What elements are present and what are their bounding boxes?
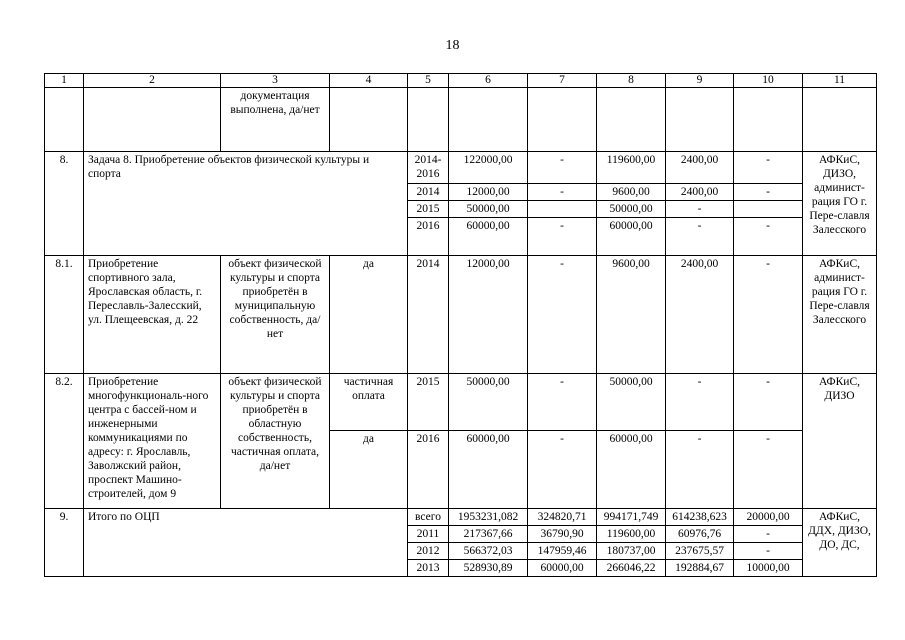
value-cell xyxy=(734,201,803,218)
value-cell: 60000,00 xyxy=(597,431,666,509)
value-cell: 119600,00 xyxy=(597,152,666,184)
cell xyxy=(528,88,597,152)
value-cell: - xyxy=(666,431,734,509)
col-header: 2 xyxy=(84,74,221,88)
value-cell: - xyxy=(666,218,734,256)
value-cell: - xyxy=(734,218,803,256)
col-header: 3 xyxy=(221,74,330,88)
value-cell: - xyxy=(734,526,803,543)
value-cell: 36790,90 xyxy=(528,526,597,543)
cell xyxy=(449,88,528,152)
year-cell: 2015 xyxy=(408,374,449,431)
value-cell: - xyxy=(528,431,597,509)
value-cell: 12000,00 xyxy=(449,184,528,201)
executor-cell: АФКиС, админист-рация ГО г. Пере-славля Залесского xyxy=(803,256,877,374)
year-cell: 2012 xyxy=(408,543,449,560)
indicator-cell: документация выполнена, да/нет xyxy=(221,88,330,152)
value-cell: 119600,00 xyxy=(597,526,666,543)
value-cell: 60976,76 xyxy=(666,526,734,543)
value-cell: - xyxy=(528,256,597,374)
col-header: 9 xyxy=(666,74,734,88)
value-cell: 50000,00 xyxy=(449,201,528,218)
year-cell: 2013 xyxy=(408,560,449,577)
program-table xyxy=(44,73,877,577)
indicator-cell: объект физической культуры и спорта приобретён в муниципальную собственность, да/нет xyxy=(221,256,330,374)
year-cell: 2015 xyxy=(408,201,449,218)
indicator-cell: объект физической культуры и спорта приобретён в областную собственность, частичная оплата, да/нет xyxy=(221,374,330,509)
year-cell: 2011 xyxy=(408,526,449,543)
value-cell: - xyxy=(734,374,803,431)
value-cell: 20000,00 xyxy=(734,509,803,526)
value-cell: - xyxy=(528,218,597,256)
value-cell: 994171,749 xyxy=(597,509,666,526)
status-cell: частичная оплата xyxy=(330,374,408,431)
row-number: 9. xyxy=(45,509,84,577)
value-cell: 12000,00 xyxy=(449,256,528,374)
row-number: 8.1. xyxy=(45,256,84,374)
table-row xyxy=(45,256,877,374)
cell xyxy=(84,88,221,152)
value-cell: 60000,00 xyxy=(449,218,528,256)
value-cell: 9600,00 xyxy=(597,256,666,374)
table-row xyxy=(45,88,877,152)
column-number-row xyxy=(45,74,877,88)
value-cell: 180737,00 xyxy=(597,543,666,560)
table-row xyxy=(45,152,877,184)
value-cell: 2400,00 xyxy=(666,256,734,374)
value-cell: 60000,00 xyxy=(597,218,666,256)
col-header: 4 xyxy=(330,74,408,88)
value-cell: 9600,00 xyxy=(597,184,666,201)
value-cell: - xyxy=(666,374,734,431)
col-header: 6 xyxy=(449,74,528,88)
value-cell: 147959,46 xyxy=(528,543,597,560)
value-cell: 237675,57 xyxy=(666,543,734,560)
item-name: Приобретение многофункциональ-ного центра с бассей-ном и инженерными коммуникациями по адресу: г. Ярославль, Заволжский район, проспект Машино-строителей, дом 9 xyxy=(84,374,221,509)
row-number: 8.2. xyxy=(45,374,84,509)
value-cell: 60000,00 xyxy=(528,560,597,577)
value-cell: 2400,00 xyxy=(666,152,734,184)
col-header: 5 xyxy=(408,74,449,88)
value-cell: 1953231,082 xyxy=(449,509,528,526)
task-title: Задача 8. Приобретение объектов физической культуры и спорта xyxy=(84,152,408,256)
year-cell: всего xyxy=(408,509,449,526)
cell xyxy=(666,88,734,152)
cell xyxy=(803,88,877,152)
cell xyxy=(330,88,408,152)
row-number: 8. xyxy=(45,152,84,256)
value-cell: 324820,71 xyxy=(528,509,597,526)
table-row xyxy=(45,374,877,431)
value-cell: 2400,00 xyxy=(666,184,734,201)
value-cell: 266046,22 xyxy=(597,560,666,577)
year-cell: 2014-2016 xyxy=(408,152,449,184)
value-cell xyxy=(528,201,597,218)
value-cell: - xyxy=(734,431,803,509)
status-cell: да xyxy=(330,431,408,509)
table-row xyxy=(45,509,877,526)
value-cell: 50000,00 xyxy=(449,374,528,431)
col-header: 11 xyxy=(803,74,877,88)
item-name: Приобретение спортивного зала, Ярославская область, г. Переславль-Залесский, ул. Плещеевская, д. 22 xyxy=(84,256,221,374)
year-cell: 2016 xyxy=(408,431,449,509)
col-header: 1 xyxy=(45,74,84,88)
col-header: 10 xyxy=(734,74,803,88)
year-cell: 2014 xyxy=(408,184,449,201)
value-cell: 50000,00 xyxy=(597,374,666,431)
executor-cell: АФКиС, ДИЗО, админист-рация ГО г. Пере-славля Залесского xyxy=(803,152,877,256)
value-cell: 10000,00 xyxy=(734,560,803,577)
value-cell: - xyxy=(734,152,803,184)
value-cell: 50000,00 xyxy=(597,201,666,218)
value-cell: - xyxy=(528,184,597,201)
executor-cell: АФКиС, ДДХ, ДИЗО, ДО, ДС, xyxy=(803,509,877,577)
col-header: 7 xyxy=(528,74,597,88)
value-cell: - xyxy=(666,201,734,218)
executor-cell: АФКиС, ДИЗО xyxy=(803,374,877,509)
year-cell: 2014 xyxy=(408,256,449,374)
value-cell: 60000,00 xyxy=(449,431,528,509)
cell xyxy=(597,88,666,152)
value-cell: 566372,03 xyxy=(449,543,528,560)
year-cell: 2016 xyxy=(408,218,449,256)
value-cell: 122000,00 xyxy=(449,152,528,184)
value-cell: - xyxy=(528,374,597,431)
value-cell: 217367,66 xyxy=(449,526,528,543)
cell xyxy=(734,88,803,152)
status-cell: да xyxy=(330,256,408,374)
cell xyxy=(408,88,449,152)
value-cell: 614238,623 xyxy=(666,509,734,526)
value-cell: - xyxy=(734,543,803,560)
value-cell: - xyxy=(734,184,803,201)
page-number: 18 xyxy=(445,38,460,53)
value-cell: 528930,89 xyxy=(449,560,528,577)
cell xyxy=(45,88,84,152)
value-cell: - xyxy=(734,256,803,374)
value-cell: - xyxy=(528,152,597,184)
col-header: 8 xyxy=(597,74,666,88)
value-cell: 192884,67 xyxy=(666,560,734,577)
item-name: Итого по ОЦП xyxy=(84,509,408,577)
